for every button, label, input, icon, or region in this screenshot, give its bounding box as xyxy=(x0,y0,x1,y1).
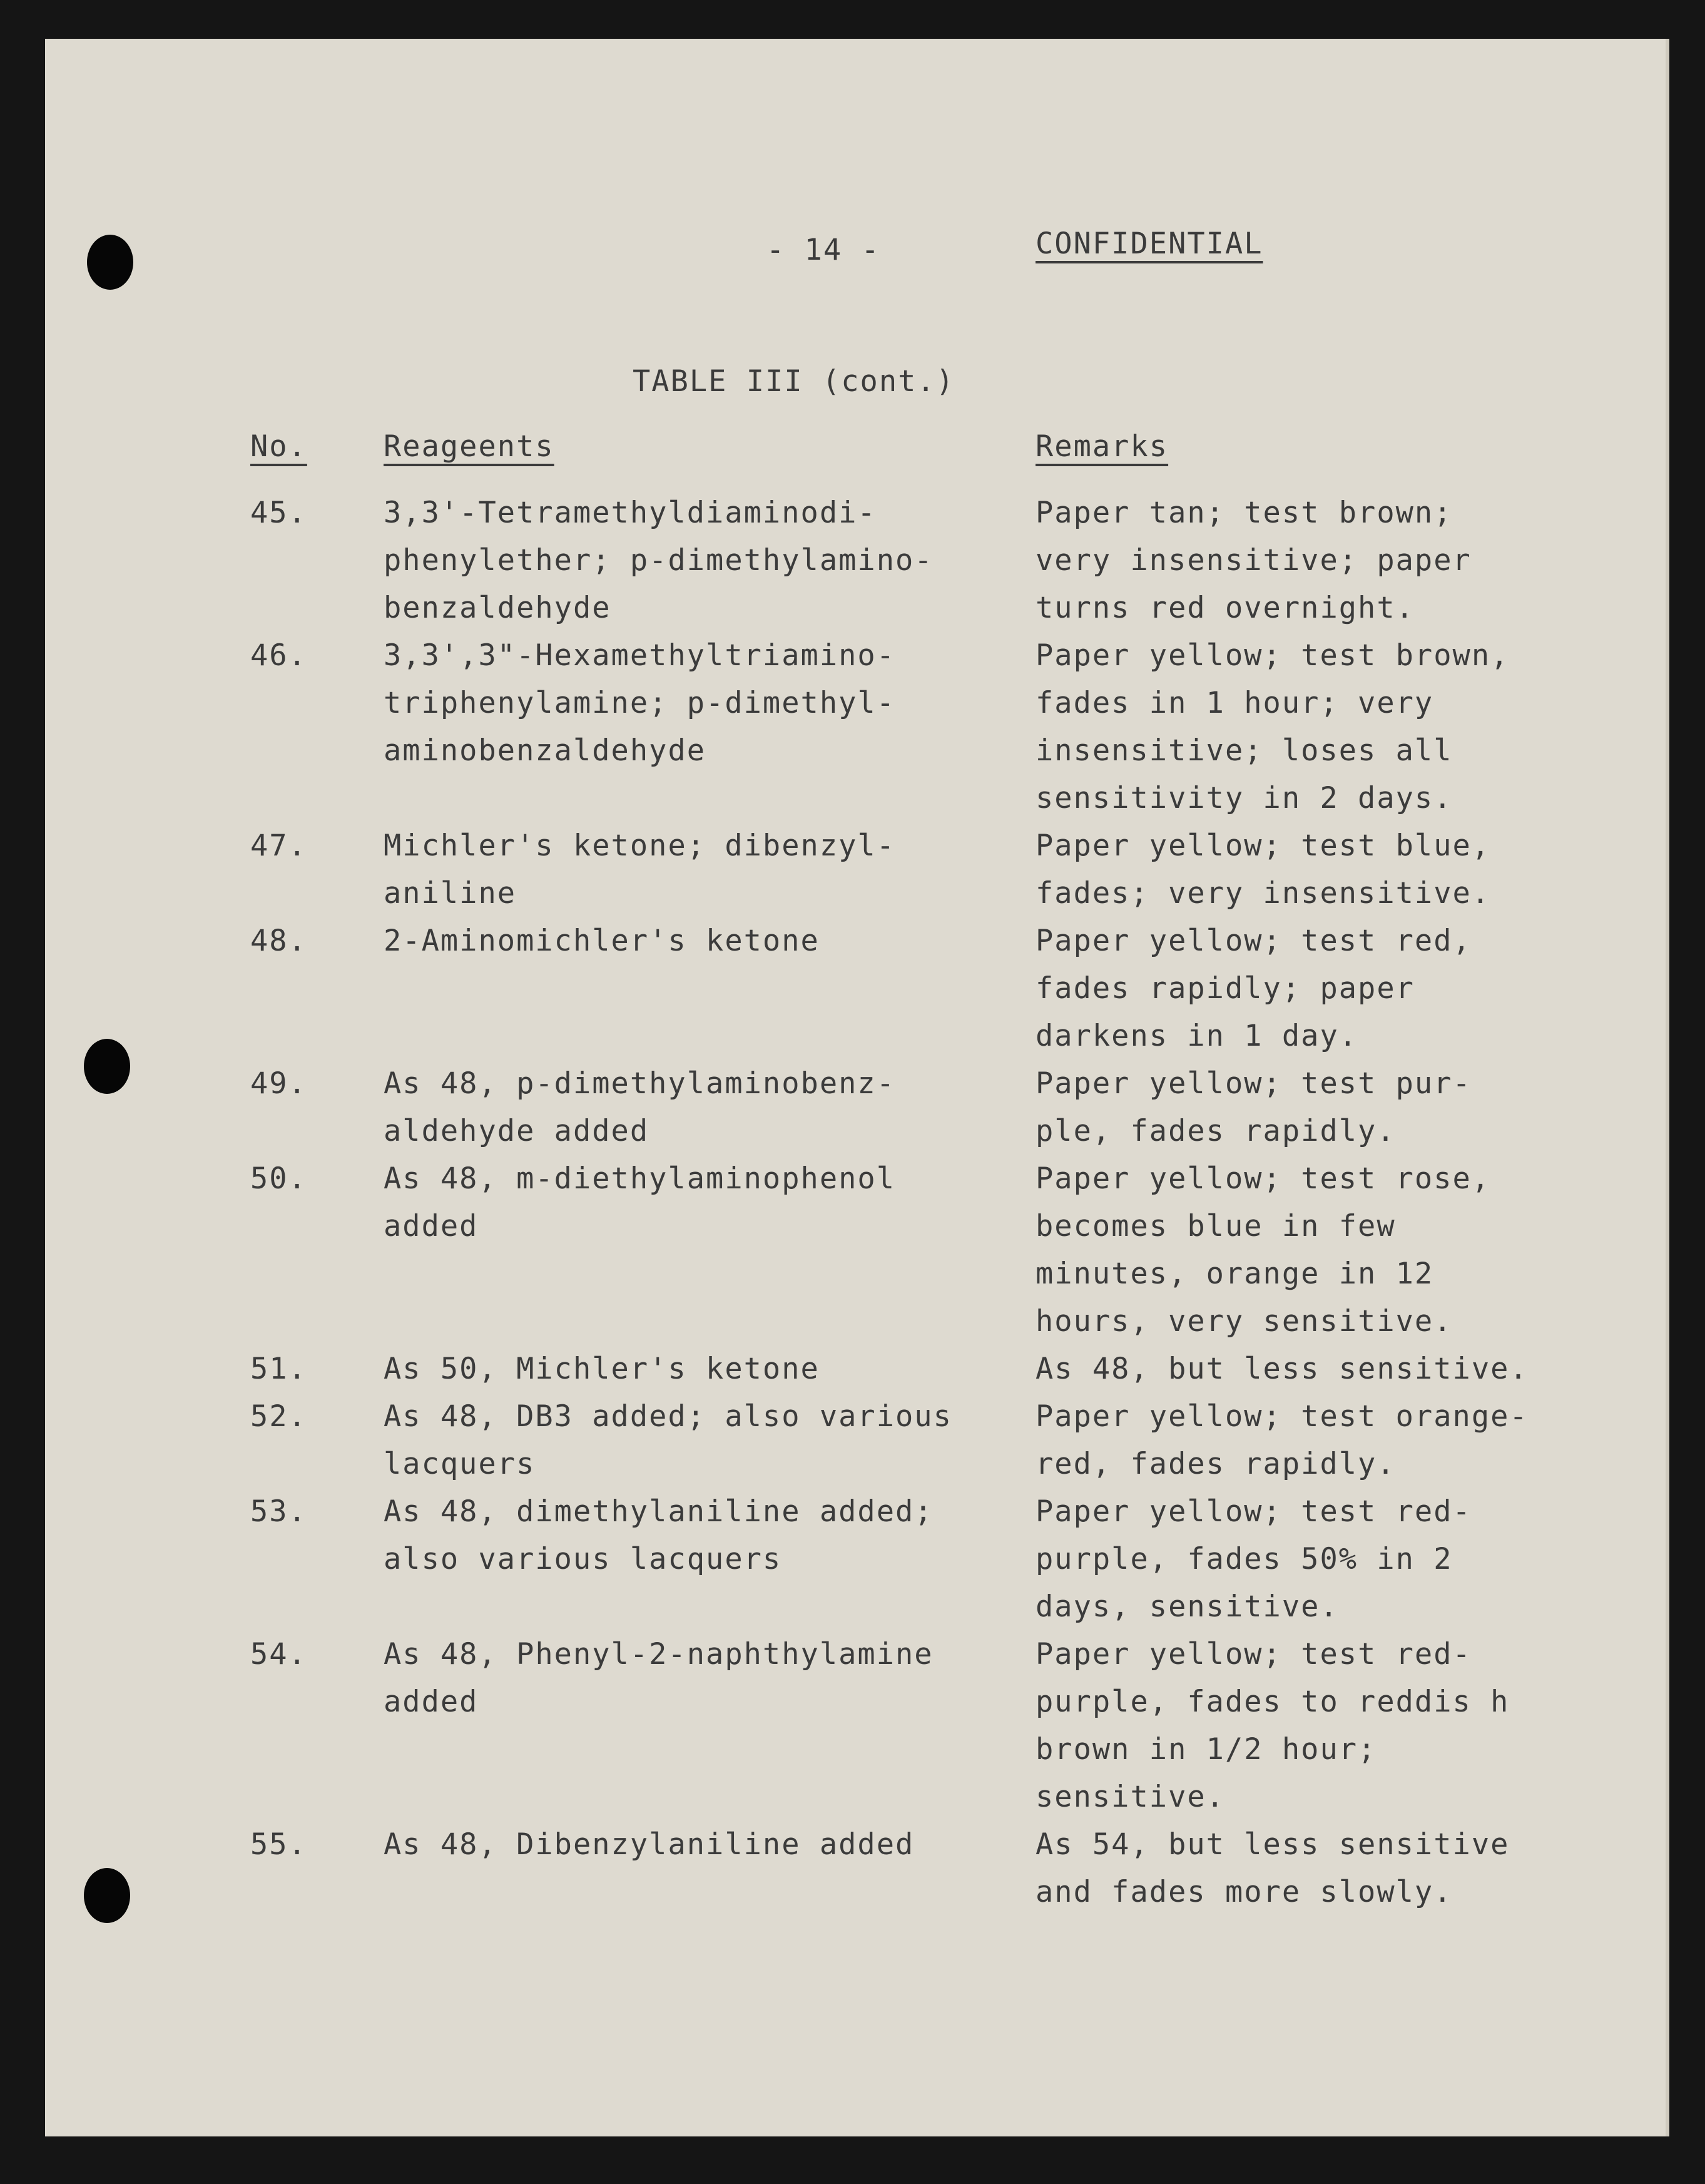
table-row xyxy=(45,1488,1666,1631)
remarks-line: Paper yellow; test orange- xyxy=(1036,1399,1529,1434)
reagents-line: Michler's ketone; dibenzyl- xyxy=(384,829,896,863)
remarks-line: Paper yellow; test red- xyxy=(1036,1494,1472,1529)
reagents-line: 3,3'-Tetramethyldiaminodi- xyxy=(384,496,877,530)
row-number-text: 51. xyxy=(250,1352,307,1386)
remarks-line: minutes, orange in 12 xyxy=(1036,1257,1434,1291)
remarks-cell xyxy=(1036,1631,1509,1821)
remarks-line: As 48, but less sensitive. xyxy=(1036,1352,1529,1386)
remarks-line: very insensitive; paper xyxy=(1036,543,1472,578)
remarks-line: Paper yellow; test brown, xyxy=(1036,638,1510,673)
table-body xyxy=(45,39,1666,2136)
table-row xyxy=(45,632,1666,822)
remarks-cell xyxy=(1036,1393,1529,1488)
reagents-line: aldehyde added xyxy=(384,1114,649,1148)
table-row xyxy=(45,1060,1666,1155)
reagents-line: added xyxy=(384,1685,479,1719)
remarks-line: fades in 1 hour; very xyxy=(1036,686,1434,720)
reagents-line: also various lacquers xyxy=(384,1542,782,1576)
page-number: - 14 - xyxy=(766,233,880,267)
row-number xyxy=(250,632,307,680)
row-number xyxy=(250,1345,307,1393)
table-row xyxy=(45,1155,1666,1345)
remarks-line: Paper yellow; test pur- xyxy=(1036,1066,1472,1101)
table-row xyxy=(45,489,1666,632)
row-number xyxy=(250,1821,307,1869)
reagents-cell xyxy=(384,822,895,917)
row-number xyxy=(250,1393,307,1441)
reagents-cell xyxy=(384,1821,914,1869)
reagents-cell xyxy=(384,489,934,632)
remarks-line: Paper tan; test brown; xyxy=(1036,496,1453,530)
reagents-line: As 48, DB3 added; also various xyxy=(384,1399,952,1434)
remarks-cell xyxy=(1036,1821,1509,1916)
punch-hole-top xyxy=(87,235,133,290)
remarks-line: brown in 1/2 hour; xyxy=(1036,1732,1377,1767)
reagents-line: aniline xyxy=(384,876,517,911)
remarks-line: insensitive; loses all xyxy=(1036,733,1453,768)
remarks-line: days, sensitive. xyxy=(1036,1590,1339,1624)
reagents-line: triphenylamine; p-dimethyl- xyxy=(384,686,896,720)
classification-label: CONFIDENTIAL xyxy=(1036,227,1263,261)
remarks-cell xyxy=(1036,1060,1472,1155)
row-number xyxy=(250,1155,307,1203)
table-title: TABLE III (cont.) xyxy=(633,364,955,399)
reagents-cell xyxy=(384,1060,895,1155)
reagents-cell xyxy=(384,1345,820,1393)
remarks-line: and fades more slowly. xyxy=(1036,1875,1453,1909)
reagents-line: benzaldehyde xyxy=(384,591,611,625)
remarks-line: sensitivity in 2 days. xyxy=(1036,781,1453,815)
reagents-line: As 50, Michler's ketone xyxy=(384,1352,820,1386)
remarks-line: As 54, but less sensitive xyxy=(1036,1827,1510,1862)
table-row xyxy=(45,1393,1666,1488)
row-number-text: 47. xyxy=(250,829,307,863)
reagents-cell xyxy=(384,1155,895,1250)
remarks-line: fades rapidly; paper xyxy=(1036,971,1415,1006)
reagents-line: lacquers xyxy=(384,1447,536,1481)
remarks-line: Paper yellow; test blue, xyxy=(1036,829,1491,863)
reagents-line: aminobenzaldehyde xyxy=(384,733,706,768)
reagents-cell xyxy=(384,917,820,965)
remarks-line: darkens in 1 day. xyxy=(1036,1019,1358,1053)
column-header-remarks: Remarks xyxy=(1036,429,1169,464)
row-number-text: 45. xyxy=(250,496,307,530)
row-number xyxy=(250,1488,307,1536)
document-page xyxy=(45,39,1669,2136)
row-number xyxy=(250,489,307,537)
remarks-line: Paper yellow; test rose, xyxy=(1036,1161,1491,1196)
reagents-cell xyxy=(384,1393,952,1488)
table-row xyxy=(45,917,1666,1060)
punch-hole-middle xyxy=(84,1039,130,1094)
reagents-line: phenylether; p-dimethylamino- xyxy=(384,543,934,578)
reagents-line: As 48, Dibenzylaniline added xyxy=(384,1827,915,1862)
row-number-text: 50. xyxy=(250,1161,307,1196)
column-header-reagents: Reageents xyxy=(384,429,554,464)
remarks-cell xyxy=(1036,632,1509,822)
remarks-cell xyxy=(1036,917,1472,1060)
row-number xyxy=(250,822,307,870)
remarks-line: turns red overnight. xyxy=(1036,591,1415,625)
remarks-line: purple, fades to reddis h xyxy=(1036,1685,1510,1719)
row-number-text: 53. xyxy=(250,1494,307,1529)
remarks-line: ple, fades rapidly. xyxy=(1036,1114,1396,1148)
remarks-cell xyxy=(1036,1345,1529,1393)
remarks-cell xyxy=(1036,1155,1490,1345)
reagents-cell xyxy=(384,1631,934,1726)
reagents-line: added xyxy=(384,1209,479,1243)
remarks-line: sensitive. xyxy=(1036,1780,1225,1814)
reagents-line: As 48, p-dimethylaminobenz- xyxy=(384,1066,896,1101)
reagents-line: 2-Aminomichler's ketone xyxy=(384,924,820,958)
remarks-line: fades; very insensitive. xyxy=(1036,876,1491,911)
row-number-text: 55. xyxy=(250,1827,307,1862)
column-header-no: No. xyxy=(250,429,307,464)
row-number-text: 52. xyxy=(250,1399,307,1434)
reagents-line: As 48, Phenyl-2-naphthylamine xyxy=(384,1637,934,1671)
reagents-cell xyxy=(384,1488,934,1583)
remarks-line: becomes blue in few xyxy=(1036,1209,1396,1243)
reagents-line: As 48, dimethylaniline added; xyxy=(384,1494,934,1529)
row-number xyxy=(250,1631,307,1678)
remarks-line: Paper yellow; test red, xyxy=(1036,924,1472,958)
remarks-cell xyxy=(1036,489,1472,632)
reagents-line: As 48, m-diethylaminophenol xyxy=(384,1161,896,1196)
remarks-line: purple, fades 50% in 2 xyxy=(1036,1542,1453,1576)
remarks-line: hours, very sensitive. xyxy=(1036,1304,1453,1339)
table-row xyxy=(45,1821,1666,1916)
table-row xyxy=(45,1345,1666,1393)
row-number-text: 46. xyxy=(250,638,307,673)
row-number-text: 49. xyxy=(250,1066,307,1101)
row-number-text: 54. xyxy=(250,1637,307,1671)
row-number xyxy=(250,917,307,965)
reagents-cell xyxy=(384,632,895,775)
row-number xyxy=(250,1060,307,1108)
table-row xyxy=(45,822,1666,917)
remarks-cell xyxy=(1036,822,1490,917)
remarks-line: red, fades rapidly. xyxy=(1036,1447,1396,1481)
remarks-cell xyxy=(1036,1488,1472,1631)
table-row xyxy=(45,1631,1666,1821)
row-number-text: 48. xyxy=(250,924,307,958)
punch-hole-bottom xyxy=(84,1868,130,1923)
remarks-line: Paper yellow; test red- xyxy=(1036,1637,1472,1671)
reagents-line: 3,3',3"-Hexamethyltriamino- xyxy=(384,638,896,673)
